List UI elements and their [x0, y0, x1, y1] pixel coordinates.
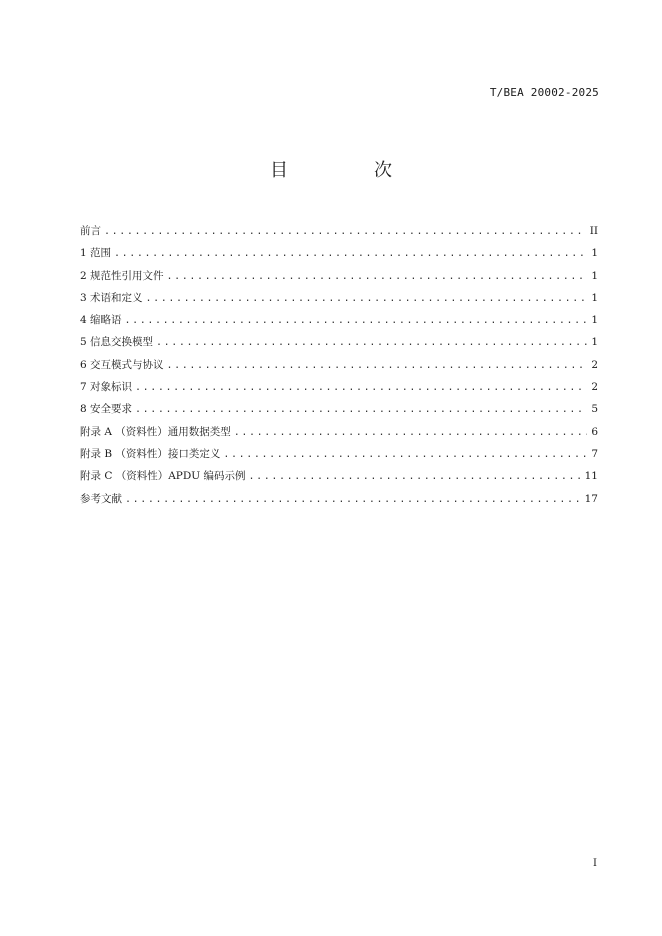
- toc-entry-label: 4 缩略语: [80, 314, 122, 327]
- toc-entry-page: 17: [584, 492, 598, 505]
- toc-entry-label: 2 规范性引用文件: [80, 269, 164, 282]
- toc-entry-label: 附录 A （资料性）通用数据类型: [80, 425, 231, 438]
- toc-entry-page: 11: [584, 470, 598, 483]
- toc-entry-page: 6: [591, 425, 598, 438]
- toc-leader-dots: [135, 380, 587, 396]
- toc-entry-page: 5: [591, 403, 598, 416]
- toc-entry-label: 6 交互模式与协议: [80, 358, 164, 371]
- toc-entry-page: 7: [591, 447, 598, 460]
- toc-leader-dots: [125, 313, 588, 329]
- toc-leader-dots: [167, 269, 588, 285]
- document-code: T/BEA 20002-2025: [489, 86, 599, 99]
- toc-leader-dots: [135, 402, 587, 418]
- toc-entry-label: 附录 B （资料性）接口类定义: [80, 447, 221, 460]
- toc-entry-page: 2: [591, 358, 598, 371]
- toc-entry-label: 1 范围: [80, 247, 112, 260]
- toc-entry-page: 1: [591, 291, 598, 304]
- toc-entry-object-identification[interactable]: [80, 379, 598, 401]
- toc-entry-information-exchange-model[interactable]: [80, 334, 598, 356]
- toc-leader-dots: [146, 291, 588, 307]
- toc-entry-terms-definitions[interactable]: [80, 290, 598, 312]
- toc-entry-label: 参考文献: [80, 492, 122, 505]
- toc-entry-page: 1: [591, 269, 598, 282]
- toc-entry-page: II: [589, 225, 598, 237]
- toc-leader-dots: [234, 425, 588, 441]
- toc-entry-label: 8 安全要求: [80, 403, 133, 416]
- page-number: I: [593, 858, 597, 869]
- toc-entry-security-requirements[interactable]: [80, 401, 598, 423]
- toc-leader-dots: [167, 358, 588, 374]
- toc-entry-interaction-protocol[interactable]: [80, 357, 598, 379]
- toc-entry-page: 1: [591, 314, 598, 327]
- page-title: 目 次: [270, 160, 426, 181]
- toc-entry-appendix-b[interactable]: [80, 446, 598, 468]
- toc-leader-dots: [248, 469, 580, 485]
- toc-leader-dots: [104, 224, 586, 240]
- toc-entry-bibliography[interactable]: [80, 491, 598, 513]
- toc-entry-abbreviations[interactable]: [80, 312, 598, 334]
- toc-entry-foreword[interactable]: [80, 223, 598, 245]
- toc-entry-label: 附录 C （资料性）APDU 编码示例: [80, 470, 246, 483]
- toc-entry-appendix-c[interactable]: [80, 468, 598, 490]
- toc-leader-dots: [114, 246, 587, 262]
- toc-entry-page: 1: [591, 247, 598, 260]
- toc-entry-label: 7 对象标识: [80, 381, 133, 394]
- toc-leader-dots: [125, 492, 581, 508]
- toc-entry-page: 1: [591, 336, 598, 349]
- toc-entry-scope[interactable]: [80, 245, 598, 267]
- toc-entry-appendix-a[interactable]: [80, 424, 598, 446]
- table-of-contents: [80, 223, 598, 513]
- toc-entry-page: 2: [591, 381, 598, 394]
- toc-entry-label: 5 信息交换模型: [80, 336, 154, 349]
- toc-entry-label: 前言: [80, 225, 101, 237]
- toc-leader-dots: [223, 447, 587, 463]
- toc-entry-normative-references[interactable]: [80, 268, 598, 290]
- toc-leader-dots: [156, 335, 587, 351]
- toc-entry-label: 3 术语和定义: [80, 291, 143, 304]
